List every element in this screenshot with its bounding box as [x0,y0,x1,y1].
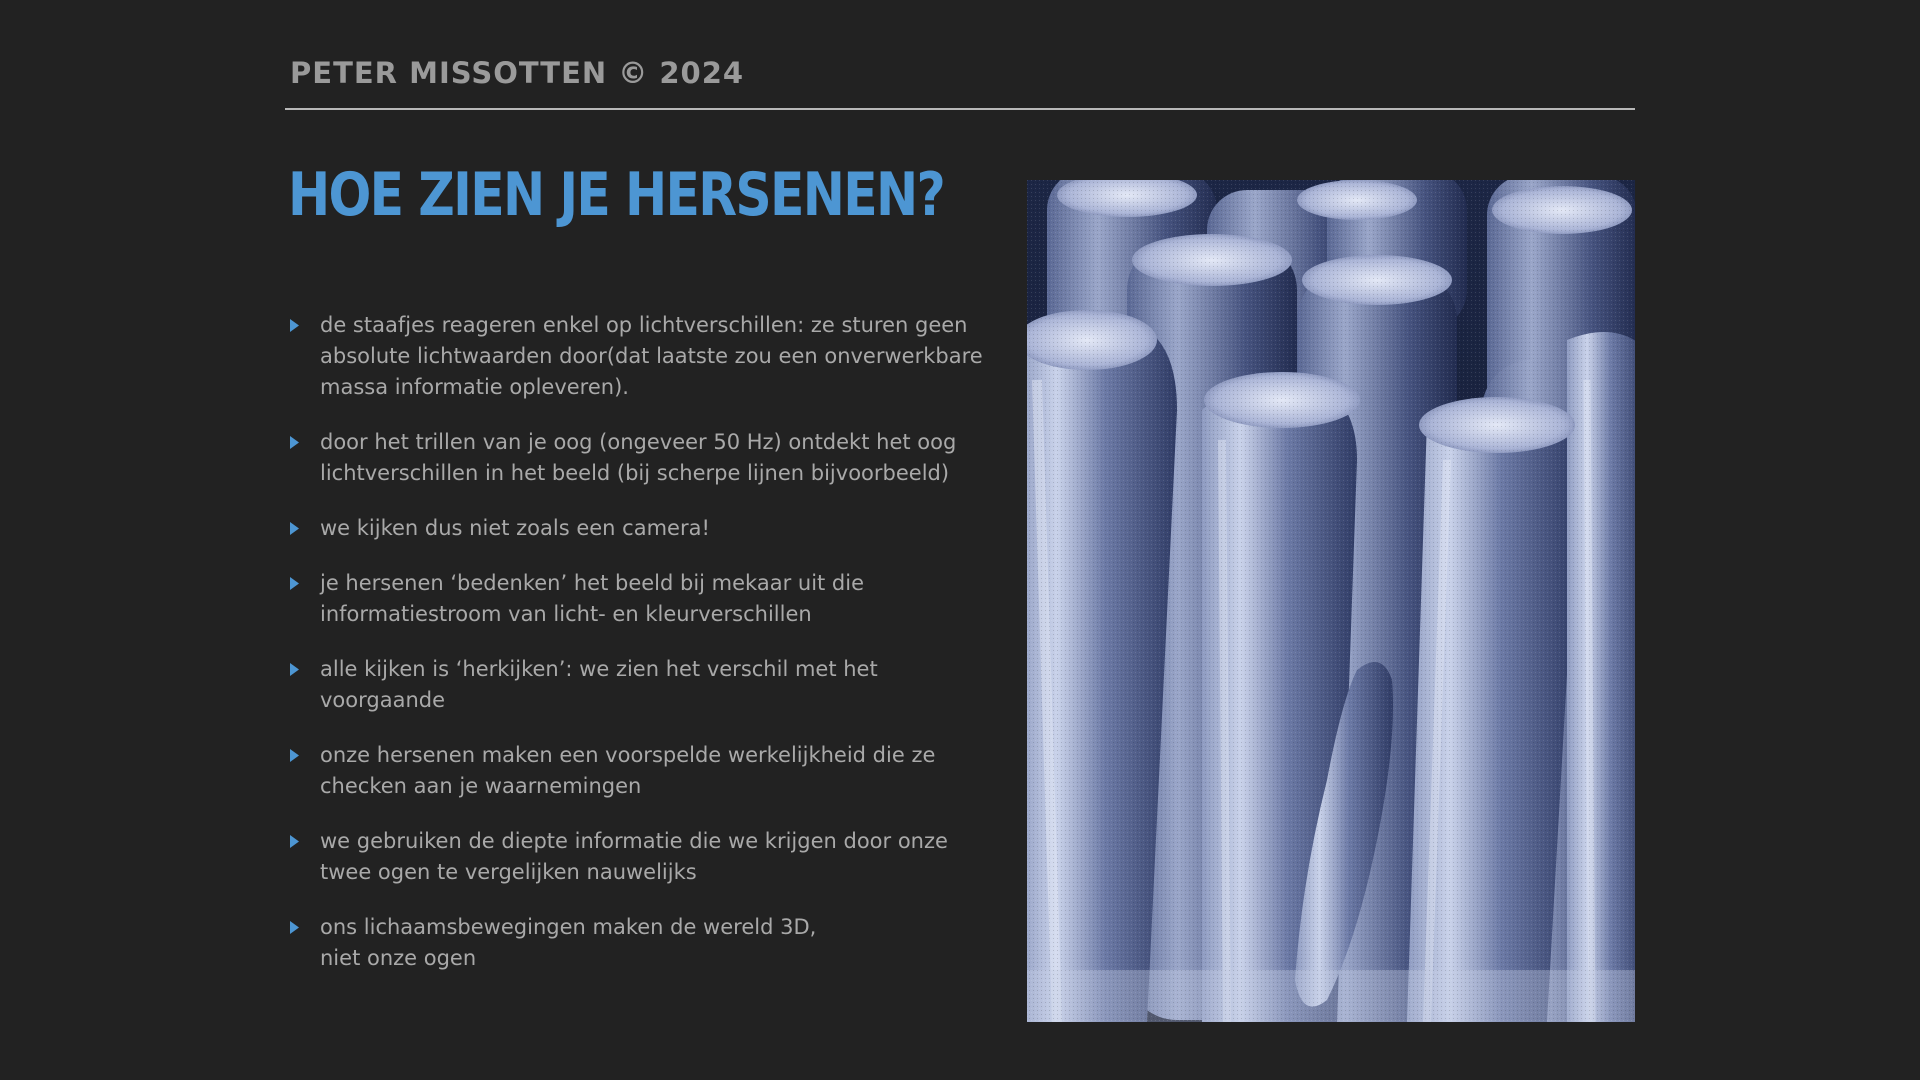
microscope-rod-cells-image [1027,180,1635,1022]
triangle-right-icon [290,568,320,599]
bullet-item [290,826,990,888]
bullet-text: de staafjes reageren enkel op lichtverschillen: ze sturen geen absolute lichtwaarden door(dat laatste zou een onverwerkbare massa informatie opleveren). [320,313,983,399]
author-header: PETER MISSOTTEN © 2024 [290,56,745,90]
bullet-item [290,568,990,630]
bullet-item [290,310,990,403]
header-divider [285,108,1635,110]
slide-title: HOE ZIEN JE HERSENEN? [288,160,945,230]
bullet-item [290,740,990,802]
bullet-text: we kijken dus niet zoals een camera! [320,516,710,540]
bullet-item [290,912,990,974]
triangle-right-icon [290,427,320,458]
bullet-text: door het trillen van je oog (ongeveer 50 Hz) ontdekt het oog lichtverschillen in het beeld (bij scherpe lijnen bijvoorbeeld) [320,430,957,485]
bullet-text: alle kijken is ‘herkijken’: we zien het verschil met het voorgaande [320,657,878,712]
triangle-right-icon [290,513,320,544]
bullet-item [290,513,990,544]
bullet-item [290,654,990,716]
bullet-item [290,427,990,489]
bullet-text: je hersenen ‘bedenken’ het beeld bij mekaar uit die informatiestroom van licht- en kleurverschillen [320,571,865,626]
triangle-right-icon [290,654,320,685]
triangle-right-icon [290,826,320,857]
bullet-text: onze hersenen maken een voorspelde werkelijkheid die ze checken aan je waarnemingen [320,743,936,798]
triangle-right-icon [290,740,320,771]
triangle-right-icon [290,310,320,341]
bullet-text: we gebruiken de diepte informatie die we krijgen door onze twee ogen te vergelijken nauwelijks [320,829,948,884]
bullet-text: ons lichaamsbewegingen maken de wereld 3D, niet onze ogen [320,915,817,970]
bullet-list [290,310,990,998]
triangle-right-icon [290,912,320,943]
